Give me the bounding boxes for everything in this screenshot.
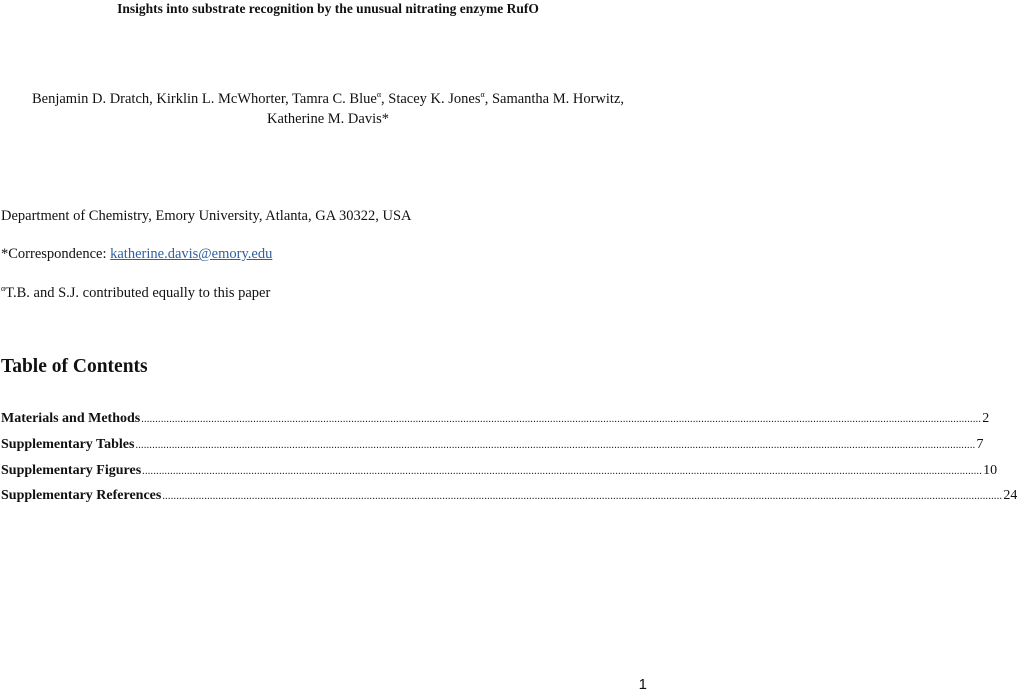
paper-title: Insights into substrate recognition by the unusual nitrating enzyme RufO: [117, 1, 539, 16]
toc-entry-page: 2: [982, 411, 990, 426]
toc-entry-page: 24: [1003, 488, 1017, 503]
correspondence: [1, 244, 272, 264]
page-number: 1: [638, 676, 647, 693]
toc-entry[interactable]: [1, 410, 990, 429]
toc-leader-dots: ............................................................................................................................................................................................................................................................................................................: [135, 440, 976, 451]
author-names-c: , Samantha M. Horwitz,: [484, 91, 625, 107]
toc-leader-dots: ............................................................................................................................................................................................................................................................................................................: [141, 414, 982, 425]
correspondence-email-link[interactable]: katherine.davis@emory.edu: [110, 246, 273, 262]
toc-entry-label: Supplementary References: [1, 488, 162, 503]
toc-leader-dots: ............................................................................................................................................................................................................................................................................................................: [162, 491, 1003, 502]
toc-entry-page: 10: [983, 463, 998, 478]
toc-entry[interactable]: [1, 436, 984, 455]
equal-contribution-mark: α: [1, 284, 6, 294]
toc-heading: Table of Contents: [1, 356, 148, 377]
toc-entry[interactable]: [1, 462, 998, 481]
toc-entry-page: 7: [976, 437, 984, 452]
affiliation: Department of Chemistry, Emory University, Atlanta, GA 30322, USA: [1, 208, 412, 224]
toc-leader-dots: ............................................................................................................................................................................................................................................................................................................: [142, 466, 983, 477]
author-line-2: Katherine M. Davis*: [266, 111, 389, 127]
toc-entry-label: Supplementary Figures: [1, 463, 142, 478]
equal-contribution-note: [1, 283, 270, 303]
toc-entry[interactable]: [1, 487, 1017, 506]
author-line-1: [0, 89, 656, 109]
equal-contribution-text: T.B. and S.J. contributed equally to this paper: [5, 285, 271, 301]
toc-entry-label: Supplementary Tables: [1, 437, 135, 452]
correspondence-label: *Correspondence:: [1, 246, 111, 262]
author-list: [0, 89, 656, 129]
author-names-a: Benjamin D. Dratch, Kirklin L. McWhorter, Tamra C. Blue: [31, 91, 377, 107]
author-names-b: , Stacey K. Jones: [381, 91, 481, 107]
equal-contribution-mark: α: [376, 90, 382, 100]
toc-entry-label: Materials and Methods: [1, 411, 141, 426]
equal-contribution-mark: α: [480, 90, 485, 100]
